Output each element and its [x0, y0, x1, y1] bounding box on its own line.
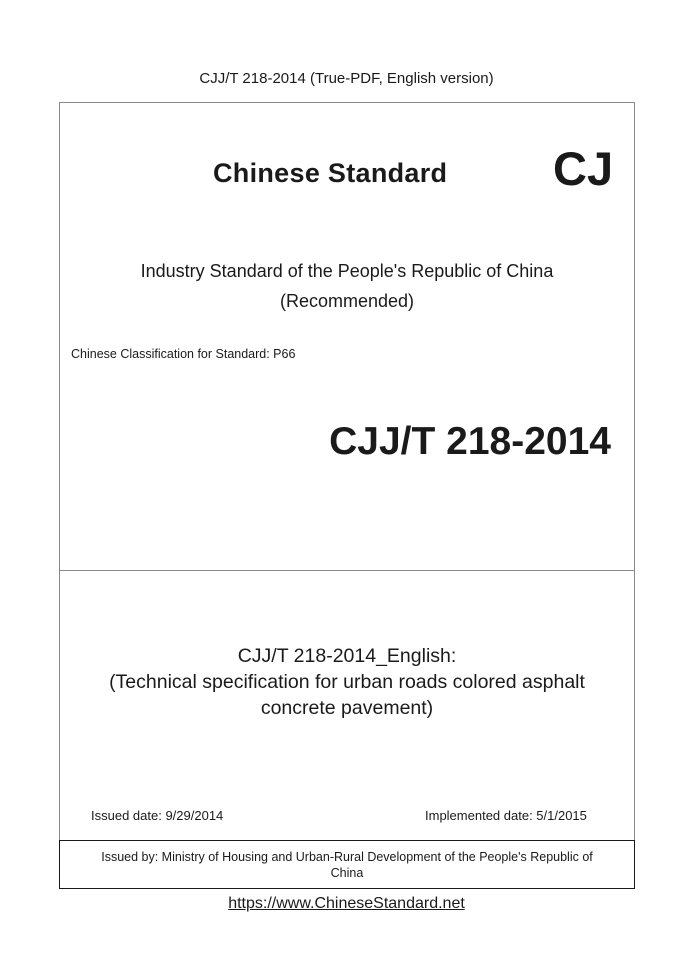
issued-date: Issued date: 9/29/2014	[91, 808, 224, 823]
issuer-line-2: China	[330, 866, 364, 880]
english-title-line-1: CJJ/T 218-2014_English:	[237, 645, 457, 667]
implemented-date: Implemented date: 5/1/2015	[425, 808, 587, 823]
english-title-line-3: concrete pavement)	[260, 697, 434, 719]
issuer-line-1: Issued by: Ministry of Housing and Urban-Rural Development of the People's Republic of	[101, 850, 593, 864]
standard-mark: CJ	[553, 142, 614, 195]
english-title	[59, 643, 635, 721]
subtitle-line-2: (Recommended)	[279, 291, 415, 311]
issuer-box	[59, 840, 635, 889]
cover-divider	[59, 570, 635, 571]
cover-subtitle	[59, 256, 635, 316]
standard-code: CJJ/T 218-2014	[329, 420, 611, 463]
cover-title: Chinese Standard	[213, 158, 448, 188]
classification-text: Chinese Classification for Standard: P66	[71, 347, 296, 361]
website-link[interactable]: https://www.ChineseStandard.net	[228, 895, 465, 912]
page-header: CJJ/T 218-2014 (True-PDF, English version)	[199, 70, 494, 87]
subtitle-line-1: Industry Standard of the People's Republic of China	[140, 261, 554, 281]
english-title-line-2: (Technical specification for urban roads colored asphalt	[109, 671, 585, 693]
